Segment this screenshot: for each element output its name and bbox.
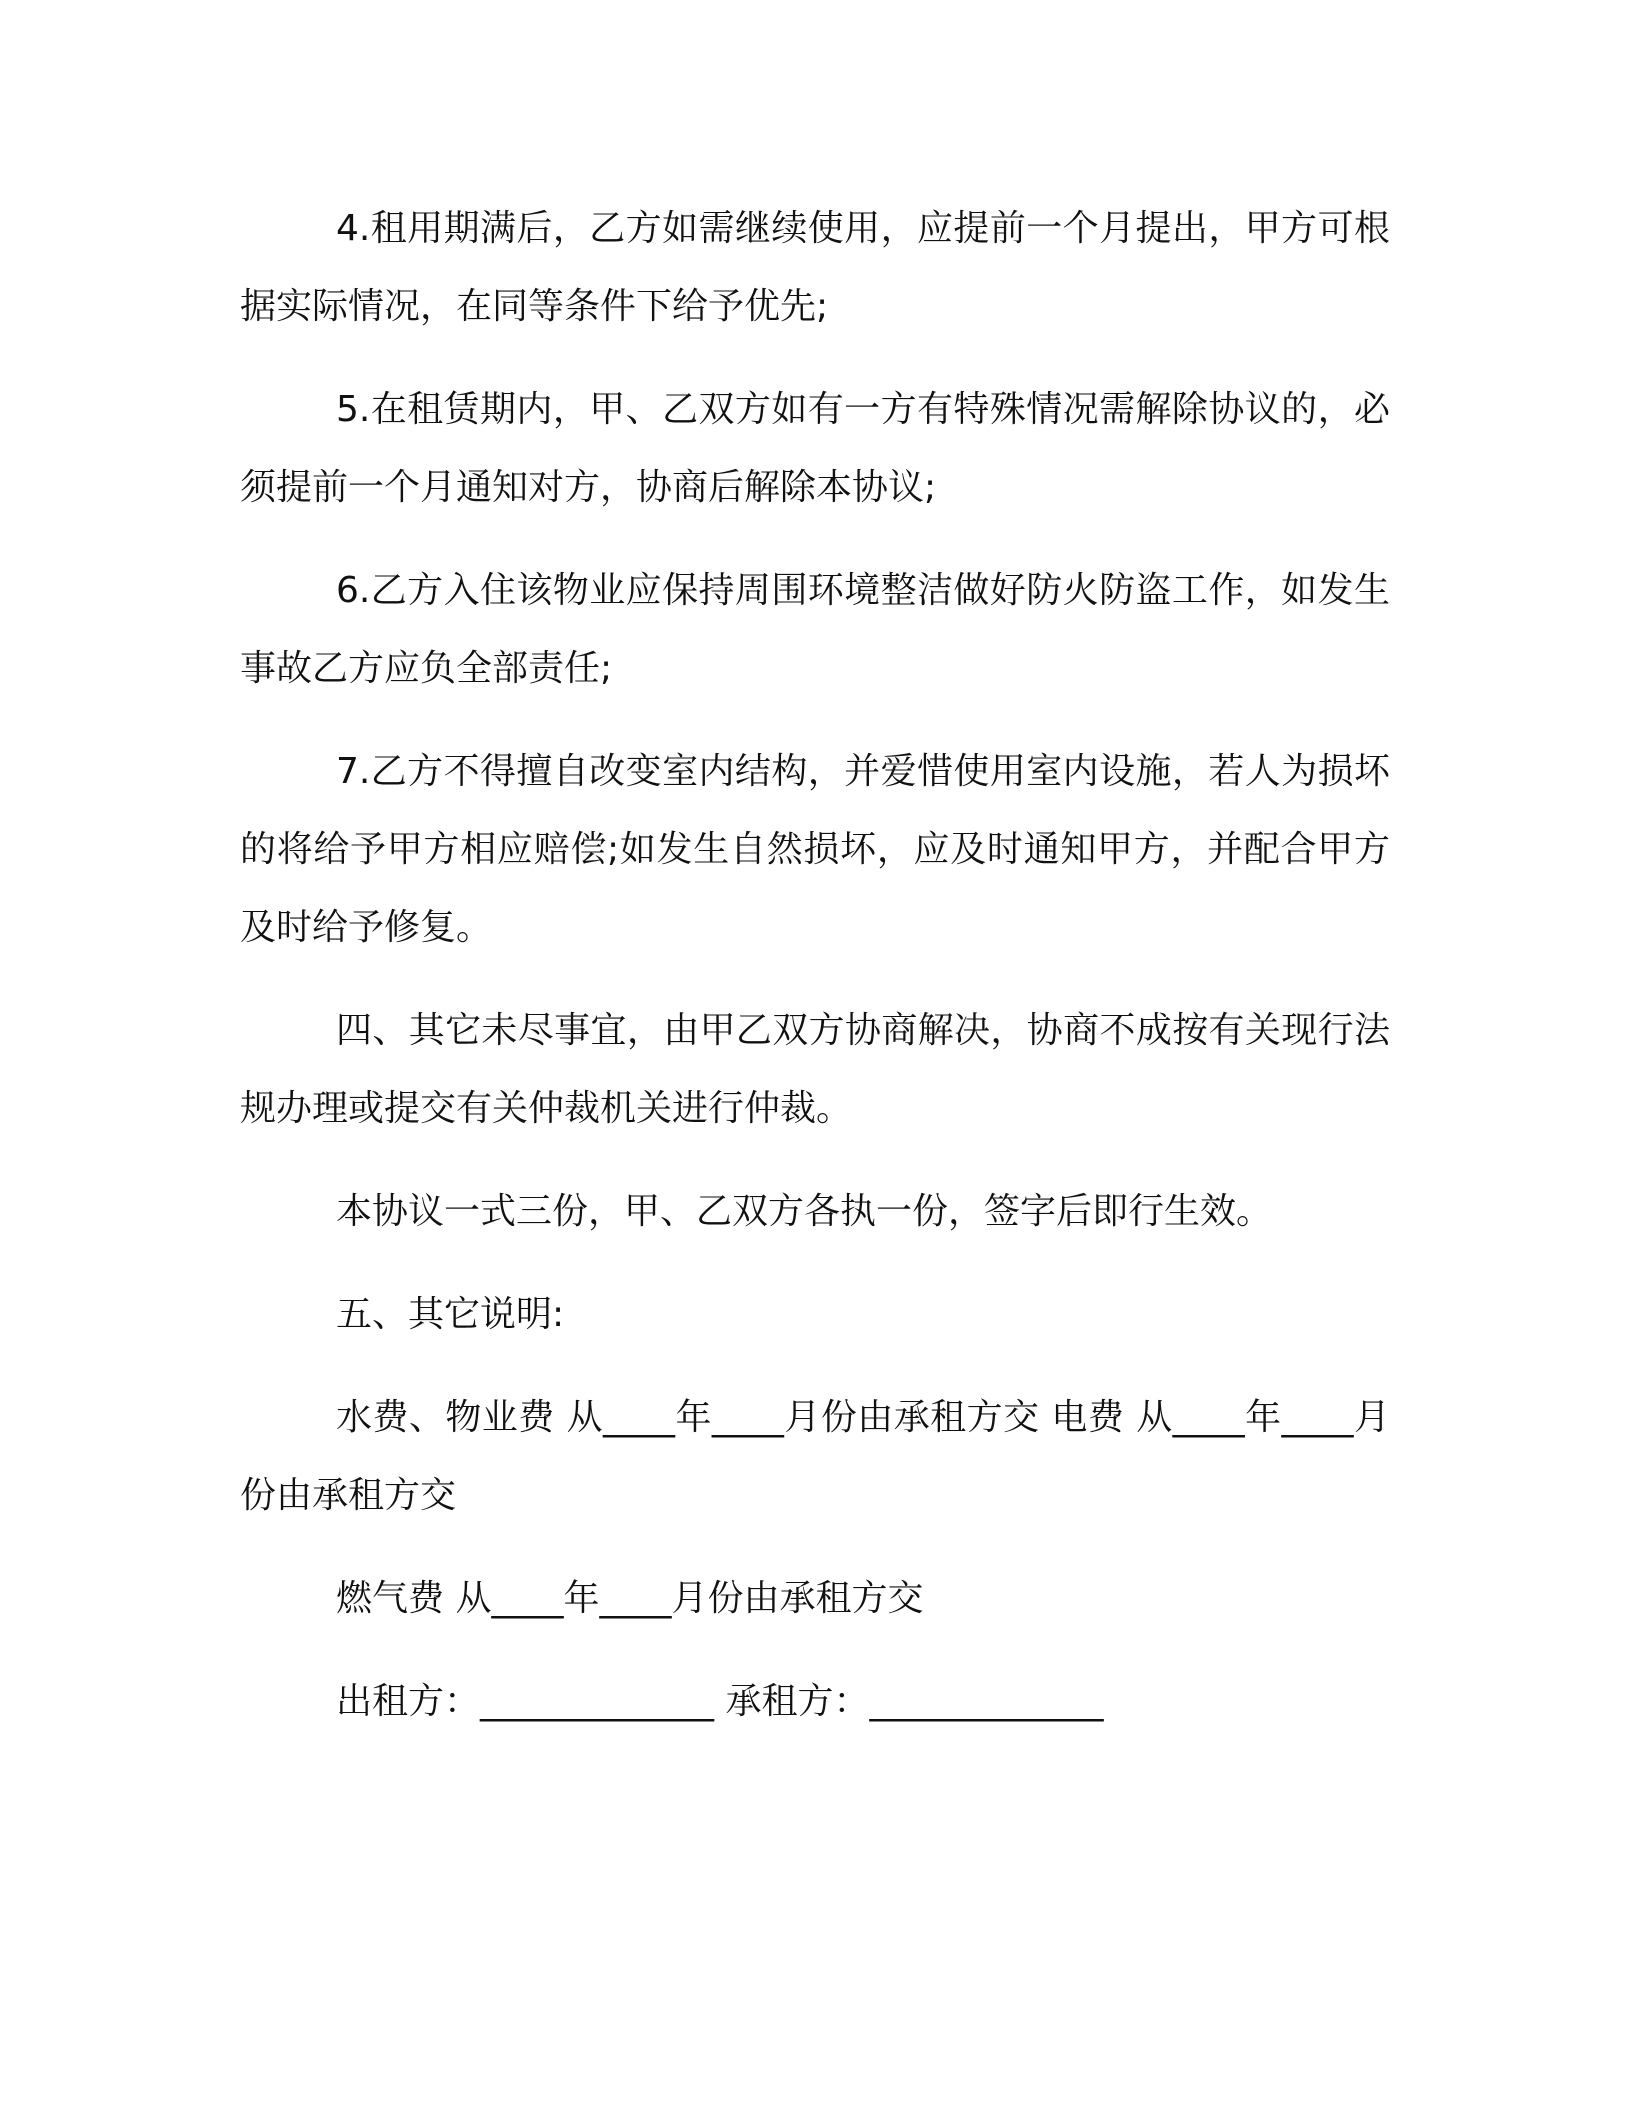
- clause-4-renewal: 4.租用期满后，乙方如需继续使用，应提前一个月提出，甲方可根据实际情况，在同等条件下给予优先;: [240, 208, 1390, 327]
- utility-fees-gas: 燃气费 从____年____月份由承租方交: [336, 1578, 924, 1619]
- clause-5-termination: 5.在租赁期内，甲、乙双方如有一方有特殊情况需解除协议的，必须提前一个月通知对方，协商后解除本协议;: [240, 389, 1390, 508]
- copies-statement: 本协议一式三份，甲、乙双方各执一份，签字后即行生效。: [336, 1191, 1273, 1232]
- clause-7-structure: 7.乙方不得擅自改变室内结构，并爱惜使用室内设施，若人为损坏的将给予甲方相应赔偿;如发生自然损坏，应及时通知甲方，并配合甲方及时给予修复。: [240, 751, 1390, 948]
- section-5-heading: 五、其它说明:: [336, 1294, 565, 1335]
- clause-6-safety: 6.乙方入住该物业应保持周围环境整洁做好防火防盗工作，如发生事故乙方应负全部责任;: [240, 570, 1390, 689]
- utility-fees-water-electric: 水费、物业费 从____年____月份由承租方交 电费 从____年____月份由承租方交: [240, 1397, 1390, 1516]
- section-4-other-matters: 四、其它未尽事宜，由甲乙双方协商解决，协商不成按有关现行法规办理或提交有关仲裁机关进行仲裁。: [240, 1010, 1390, 1129]
- document-body: [240, 190, 1390, 1766]
- signature-line: 出租方：_____________ 承租方：_____________: [336, 1681, 1104, 1722]
